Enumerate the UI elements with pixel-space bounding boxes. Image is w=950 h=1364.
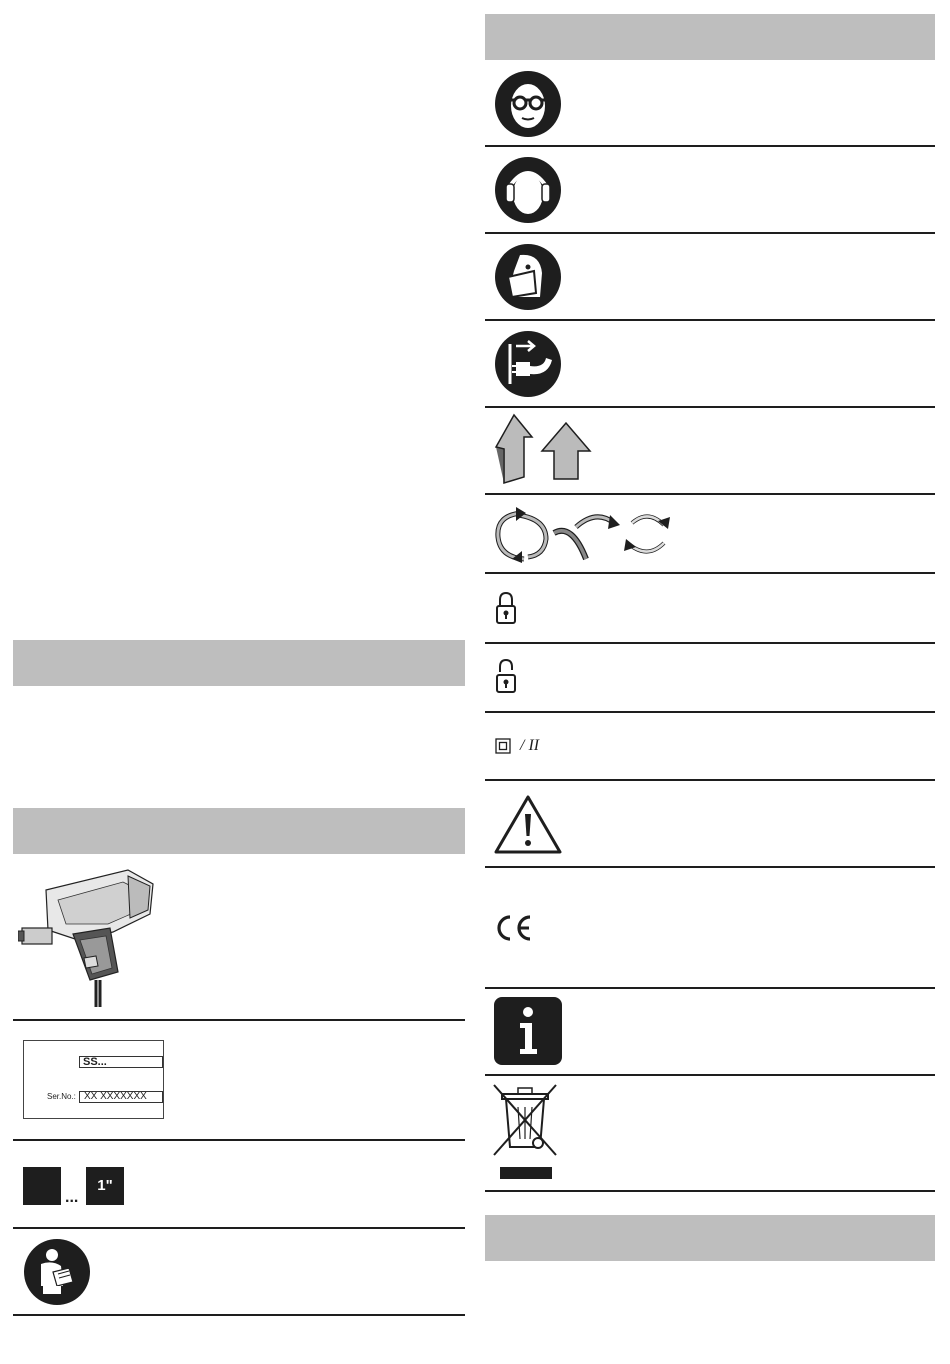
divider <box>485 1074 935 1076</box>
divider <box>13 1139 465 1141</box>
divider <box>13 1227 465 1229</box>
drive-square-icon <box>23 1167 61 1205</box>
eye-protection-icon <box>494 70 562 138</box>
info-icon <box>494 997 562 1065</box>
drive-ellipsis: ... <box>65 1189 79 1206</box>
divider <box>485 493 935 495</box>
double-insulation-icon <box>495 738 511 754</box>
lock-closed-icon <box>495 591 517 625</box>
model-field: SS... <box>79 1056 163 1068</box>
unplug-icon <box>494 330 562 398</box>
divider <box>485 572 935 574</box>
drive-max-label: 1" <box>97 1177 113 1194</box>
divider <box>485 711 935 713</box>
lock-open-icon <box>495 658 517 694</box>
divider <box>485 232 935 234</box>
divider <box>13 1314 465 1316</box>
drive-square-max <box>86 1167 124 1205</box>
divider <box>485 145 935 147</box>
dust-mask-icon <box>494 243 562 311</box>
weee-bin-icon <box>492 1083 558 1183</box>
divider <box>485 642 935 644</box>
section-header-band <box>13 640 465 686</box>
arrow-up-icon <box>492 413 592 485</box>
serial-field: XX XXXXXXX <box>79 1091 163 1103</box>
divider <box>485 1190 935 1192</box>
warning-triangle-icon <box>494 794 562 854</box>
divider <box>485 406 935 408</box>
divider <box>485 319 935 321</box>
divider <box>13 1019 465 1021</box>
impact-wrench-image <box>18 862 158 1010</box>
divider <box>485 779 935 781</box>
section-header-band <box>485 14 935 60</box>
rotation-direction-icon <box>492 505 674 563</box>
ce-mark-icon <box>494 914 532 942</box>
serial-label: Ser.No.: <box>47 1092 76 1101</box>
section-header-band <box>485 1215 935 1261</box>
section-header-band <box>13 808 465 854</box>
divider <box>485 866 935 868</box>
read-manual-icon <box>23 1238 91 1306</box>
rating-plate-image <box>23 1040 164 1119</box>
ear-protection-icon <box>494 156 562 224</box>
protection-class-label: / II <box>520 737 540 754</box>
divider <box>485 987 935 989</box>
